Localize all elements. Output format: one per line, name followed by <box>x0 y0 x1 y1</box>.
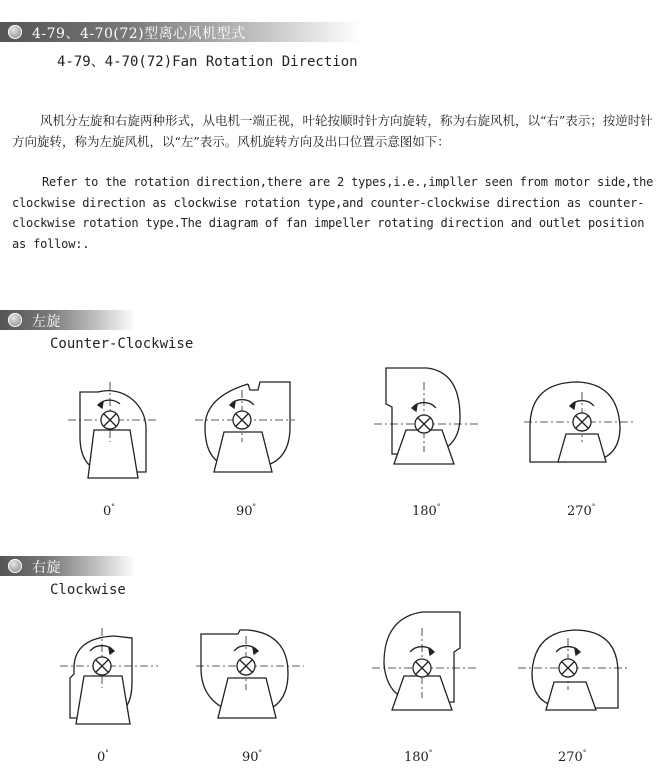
intro-chinese: 风机分左旋和右旋两种形式，从电机一端正视，叶轮按顺时针方向旋转，称为右旋风机，以“右”表示；按逆时针方向旋转，称为左旋风机，以“左”表示。风机旋转方向及出口位置示意图如下： <box>12 113 653 149</box>
bullet-dot-icon <box>8 559 22 573</box>
section-subtitle-ccw: Counter-Clockwise <box>50 336 194 352</box>
header-band <box>0 22 360 42</box>
angle-label-cw-0: 0° <box>97 749 109 765</box>
fan-diagram-cw-0 <box>52 618 162 748</box>
fan-diagram-ccw-270 <box>528 372 638 502</box>
angle-label-cw-90: 90° <box>242 749 263 765</box>
angle-label-ccw-0: 0° <box>103 503 115 519</box>
fan-diagram-ccw-180 <box>372 362 482 492</box>
fan-diagram-cw-270 <box>518 618 628 748</box>
bullet-dot-icon <box>8 313 22 327</box>
page-subtitle: 4-79、4-70(72)Fan Rotation Direction <box>57 54 358 70</box>
bullet-dot-icon <box>8 25 22 39</box>
angle-label-cw-270: 270° <box>558 749 587 765</box>
fan-diagram-ccw-90 <box>190 372 300 502</box>
angle-label-cw-180: 180° <box>404 749 433 765</box>
section-band-ccw <box>0 310 135 330</box>
intro-english: Refer to the rotation direction,there are 2 types,i.e.,impller seen from motor side,the clockwise direction as clockwise rotation type,and counter-clockwise direction as counter-clockwise rotation type.The diagram of fan impeller rotating direction and outlet position as follow:. <box>12 175 654 251</box>
section-band-cw <box>0 556 135 576</box>
section-title-ccw: 左旋 <box>32 314 61 330</box>
section-subtitle-cw: Clockwise <box>50 582 126 598</box>
fan-diagram-cw-90 <box>196 618 306 748</box>
fan-diagram-ccw-0 <box>58 372 168 502</box>
angle-label-ccw-90: 90° <box>236 503 257 519</box>
fan-diagram-cw-180 <box>372 608 482 738</box>
angle-label-ccw-270: 270° <box>567 503 596 519</box>
angle-label-ccw-180: 180° <box>412 503 441 519</box>
section-title-cw: 右旋 <box>32 560 61 576</box>
page-title: 4-79、4-70(72)型离心风机型式 <box>32 26 246 42</box>
